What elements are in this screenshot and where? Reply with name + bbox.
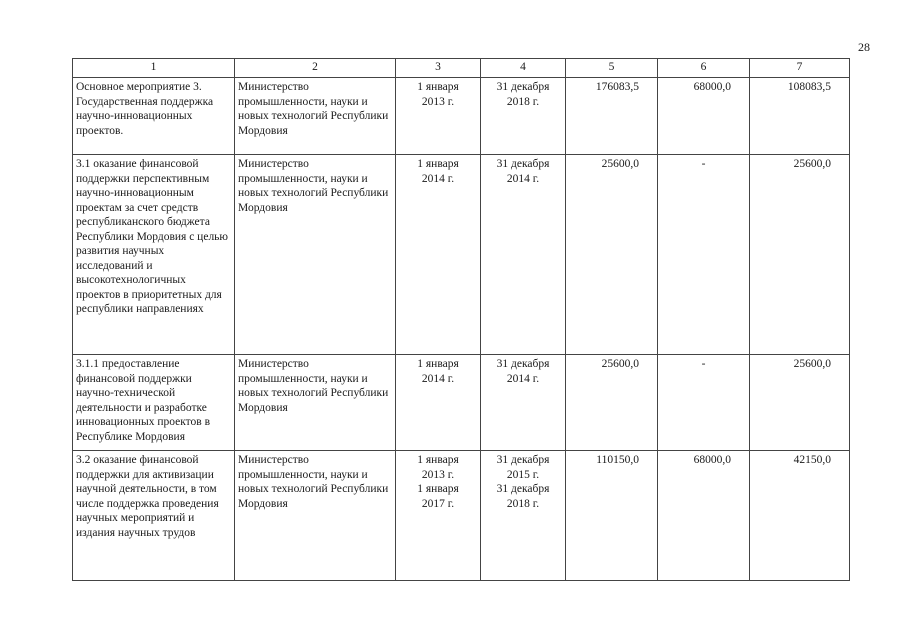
responsible-cell: Министерство промышленности, науки и новых технологий Республики Мордовия [235, 155, 396, 355]
header-cell: 3 [396, 59, 481, 78]
end-date-line: 2018 г. [506, 95, 540, 108]
start-date-line: 2013 г. [421, 95, 455, 108]
header-cell: 7 [750, 59, 850, 78]
start-date-line: 1 января [417, 454, 459, 466]
amount-col6-cell: - [658, 155, 750, 355]
end-date-line: 31 декабря [496, 454, 550, 466]
table-row [73, 155, 850, 355]
header-cell: 1 [73, 59, 235, 78]
end-date-cell [481, 451, 566, 581]
activity-name-cell: 3.2 оказание финансовой поддержки для активизации научной деятельности, в том числе поддержка проведения научных мероприятий и издания научных трудов [73, 451, 235, 581]
end-date-line: 2014 г. [506, 372, 540, 385]
header-cell: 2 [235, 59, 396, 78]
end-date-line: 31 декабря [496, 158, 550, 170]
end-date-line: 2015 г. [506, 468, 540, 481]
activity-name-cell: 3.1.1 предоставление финансовой поддержки научно-технической деятельности и разработке инновационных проектов в Республике Мордовия [73, 355, 235, 451]
end-date-cell [481, 78, 566, 155]
amount-col6-cell: - [658, 355, 750, 451]
amount-col7-cell: 25600,0 [750, 355, 850, 451]
start-date-line: 1 января [417, 158, 459, 170]
program-activities-table [72, 58, 850, 581]
table-row [73, 78, 850, 155]
start-date-line: 2013 г. [421, 468, 455, 481]
table-header-row [73, 59, 850, 78]
amount-col6-cell: 68000,0 [658, 78, 750, 155]
end-date-line: 31 декабря [496, 81, 550, 93]
end-date-line: 31 декабря [496, 358, 550, 370]
end-date-cell [481, 155, 566, 355]
start-date-cell [396, 355, 481, 451]
start-date-cell [396, 78, 481, 155]
amount-total-cell: 25600,0 [566, 355, 658, 451]
responsible-cell: Министерство промышленности, науки и новых технологий Республики Мордовия [235, 78, 396, 155]
start-date-line: 2017 г. [421, 497, 455, 510]
activity-name-cell: 3.1 оказание финансовой поддержки перспективным научно-инновационным проектам за счет средств республиканского бюджета Республики Мордовия с целью развития научных исследований и высокотехнологичных проектов в приоритетных для республики направлениях [73, 155, 235, 355]
header-cell: 5 [566, 59, 658, 78]
amount-col6-cell: 68000,0 [658, 451, 750, 581]
start-date-line: 1 января [417, 358, 459, 370]
amount-total-cell: 176083,5 [566, 78, 658, 155]
end-date-line: 31 декабря [496, 483, 550, 495]
page-number: 28 [858, 40, 870, 54]
amount-total-cell: 110150,0 [566, 451, 658, 581]
responsible-cell: Министерство промышленности, науки и новых технологий Республики Мордовия [235, 451, 396, 581]
table-row [73, 451, 850, 581]
amount-col7-cell: 108083,5 [750, 78, 850, 155]
amount-total-cell: 25600,0 [566, 155, 658, 355]
start-date-line: 2014 г. [421, 372, 455, 385]
amount-col7-cell: 25600,0 [750, 155, 850, 355]
start-date-cell [396, 155, 481, 355]
amount-col7-cell: 42150,0 [750, 451, 850, 581]
start-date-line: 1 января [417, 483, 459, 495]
end-date-cell [481, 355, 566, 451]
end-date-line: 2018 г. [506, 497, 540, 510]
start-date-cell [396, 451, 481, 581]
start-date-line: 2014 г. [421, 172, 455, 185]
table-row [73, 355, 850, 451]
activity-name-cell: Основное мероприятие 3. Государственная поддержка научно-инновационных проектов. [73, 78, 235, 155]
header-cell: 6 [658, 59, 750, 78]
end-date-line: 2014 г. [506, 172, 540, 185]
responsible-cell: Министерство промышленности, науки и новых технологий Республики Мордовия [235, 355, 396, 451]
header-cell: 4 [481, 59, 566, 78]
start-date-line: 1 января [417, 81, 459, 93]
